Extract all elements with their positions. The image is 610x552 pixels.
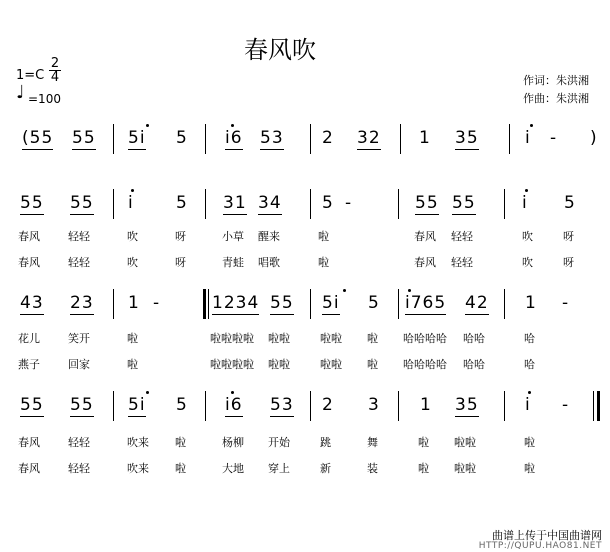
lyric: 呀	[175, 256, 186, 269]
note-group: 55	[270, 293, 294, 313]
bar-line	[208, 289, 209, 319]
lyric: 哈	[524, 332, 535, 345]
lyric: 啦啦	[268, 332, 290, 345]
bar-line	[504, 289, 505, 319]
lyric: 吹来	[127, 436, 149, 449]
lyric: 大地	[222, 462, 244, 475]
bar-line	[509, 124, 510, 154]
lyric: 啦	[524, 462, 535, 475]
bar-line	[205, 124, 206, 154]
note-group: 1	[419, 128, 431, 148]
note-group: 55	[20, 193, 44, 213]
note-group: 5i	[128, 395, 146, 415]
lyric: 花儿	[18, 332, 40, 345]
note-group: i6	[225, 128, 243, 148]
lyric: 穿上	[268, 462, 290, 475]
lyric-line-2	[0, 254, 610, 270]
lyric: 吹	[127, 230, 138, 243]
score-row-1	[0, 120, 610, 160]
note-group: i6	[225, 395, 243, 415]
lyric-line-6	[0, 460, 610, 476]
lyric: 小草	[222, 230, 244, 243]
bar-line	[113, 289, 114, 319]
note-group: (55	[22, 128, 54, 148]
note-group: 5	[176, 128, 188, 148]
lyric: 啦	[367, 332, 378, 345]
lyric-line-5	[0, 434, 610, 450]
bar-line	[113, 391, 114, 421]
lyric: 啦啦	[268, 358, 290, 371]
bar-line	[310, 189, 311, 219]
note-group: i	[522, 193, 528, 213]
lyric: 哈哈	[463, 332, 485, 345]
time-signature	[49, 57, 61, 84]
note-group: i	[128, 193, 134, 213]
lyric: 啦	[367, 358, 378, 371]
score-row-4	[0, 387, 610, 427]
high-octave-dot	[131, 189, 134, 192]
note-group: 1	[525, 293, 537, 313]
note-group: i765	[405, 293, 447, 313]
lyric: 回家	[68, 358, 90, 371]
note-group: 2	[322, 395, 334, 415]
note-group: 3	[368, 395, 380, 415]
lyric: 舞	[367, 436, 378, 449]
lyricist-credit: 作词：朱洪湘	[523, 74, 589, 87]
lyric: 啦啦啦啦	[210, 332, 254, 345]
lyric: 呀	[563, 230, 574, 243]
final-bar	[597, 391, 600, 421]
bar-line	[310, 124, 311, 154]
lyric: 啦	[175, 436, 186, 449]
lyric: 啦啦啦啦	[210, 358, 254, 371]
note-group: 53	[270, 395, 294, 415]
lyric: 春风	[18, 462, 40, 475]
lyric: 装	[367, 462, 378, 475]
note-group: 1	[128, 293, 140, 313]
note-group: )	[590, 128, 598, 148]
repeat-start-bar	[203, 289, 206, 319]
lyric: 开始	[268, 436, 290, 449]
lyric: 啦	[418, 436, 429, 449]
key-signature: 1=C	[16, 68, 45, 83]
lyric: 春风	[18, 256, 40, 269]
note-group: 5	[176, 395, 188, 415]
bar-line	[205, 189, 206, 219]
lyric: 青蛙	[222, 256, 244, 269]
song-title: 春风吹	[244, 36, 316, 64]
lyric-line-1	[0, 228, 610, 244]
quarter-note-icon: ♩	[16, 82, 25, 103]
bar-line	[398, 289, 399, 319]
bar-line	[504, 189, 505, 219]
lyric: 笑开	[68, 332, 90, 345]
note-group: -	[562, 293, 570, 313]
note-group: i	[525, 395, 531, 415]
lyric: 吹	[522, 230, 533, 243]
lyric: 跳	[320, 436, 331, 449]
note-group: -	[562, 395, 570, 415]
note-group: 43	[20, 293, 44, 313]
lyric: 春风	[18, 436, 40, 449]
watermark-site-name: 曲谱上传于中国曲谱网	[492, 529, 602, 542]
lyric: 哈哈哈哈	[403, 358, 447, 371]
lyric: 啦	[127, 358, 138, 371]
note-group: 55	[70, 395, 94, 415]
high-octave-dot	[231, 391, 234, 394]
high-octave-dot	[146, 391, 149, 394]
lyric: 轻轻	[68, 230, 90, 243]
note-group: 35	[455, 128, 479, 148]
note-group: 5i	[322, 293, 340, 313]
lyric: 啦	[418, 462, 429, 475]
bar-line	[310, 391, 311, 421]
lyric: 吹	[127, 256, 138, 269]
lyric: 轻轻	[451, 256, 473, 269]
bar-line	[398, 189, 399, 219]
lyric: 杨柳	[222, 436, 244, 449]
note-group: 31	[223, 193, 247, 213]
lyric: 轻轻	[68, 256, 90, 269]
lyric-line-4	[0, 356, 610, 372]
lyric: 春风	[414, 230, 436, 243]
watermark-url: HTTP://QUPU.HAO81.NET	[478, 541, 602, 551]
note-group: 55	[415, 193, 439, 213]
score-row-3	[0, 285, 610, 325]
lyric: 啦	[318, 230, 329, 243]
bar-line	[400, 124, 401, 154]
high-octave-dot	[343, 289, 346, 292]
bar-line	[310, 289, 311, 319]
note-group: -	[550, 128, 558, 148]
time-signature-top: 2	[50, 56, 60, 71]
bar-line	[504, 391, 505, 421]
note-group: 1234	[212, 293, 260, 313]
lyric: 春风	[18, 230, 40, 243]
note-group: 53	[260, 128, 284, 148]
score-row-2	[0, 185, 610, 225]
lyric: 啦啦	[320, 332, 342, 345]
note-group: 35	[455, 395, 479, 415]
note-group: 55	[72, 128, 96, 148]
note-group: -	[345, 193, 353, 213]
lyric: 轻轻	[68, 436, 90, 449]
note-group: 42	[465, 293, 489, 313]
lyric: 啦	[127, 332, 138, 345]
note-group: i	[525, 128, 531, 148]
lyric: 吹	[522, 256, 533, 269]
note-group: 5i	[128, 128, 146, 148]
note-group: 5	[322, 193, 334, 213]
high-octave-dot	[530, 124, 533, 127]
high-octave-dot	[525, 189, 528, 192]
lyric: 唱歌	[258, 256, 280, 269]
composer-credit: 作曲：朱洪湘	[523, 92, 589, 105]
lyric: 啦	[524, 436, 535, 449]
lyric: 醒来	[258, 230, 280, 243]
lyric: 哈哈	[463, 358, 485, 371]
lyric: 哈	[524, 358, 535, 371]
lyric: 啦啦	[454, 436, 476, 449]
high-octave-dot	[146, 124, 149, 127]
note-group: 5	[368, 293, 380, 313]
time-signature-bottom: 4	[50, 70, 60, 85]
lyric: 春风	[414, 256, 436, 269]
high-octave-dot	[408, 289, 411, 292]
lyric: 啦	[318, 256, 329, 269]
note-group: 1	[420, 395, 432, 415]
bar-line	[113, 189, 114, 219]
bar-line	[113, 124, 114, 154]
note-group: 2	[322, 128, 334, 148]
lyric: 燕子	[18, 358, 40, 371]
tempo-marking: =100	[28, 92, 61, 106]
bar-line	[593, 391, 594, 421]
note-group: 5	[564, 193, 576, 213]
lyric: 轻轻	[68, 462, 90, 475]
note-group: 32	[357, 128, 381, 148]
lyric: 呀	[563, 256, 574, 269]
bar-line	[398, 391, 399, 421]
note-group: 23	[70, 293, 94, 313]
lyric: 轻轻	[451, 230, 473, 243]
note-group: 55	[452, 193, 476, 213]
bar-line	[205, 391, 206, 421]
note-group: 5	[176, 193, 188, 213]
lyric: 啦	[175, 462, 186, 475]
note-group: -	[153, 293, 161, 313]
lyric: 啦啦	[320, 358, 342, 371]
lyric-line-3	[0, 330, 610, 346]
lyric: 哈哈哈哈	[403, 332, 447, 345]
high-octave-dot	[231, 124, 234, 127]
lyric: 吹来	[127, 462, 149, 475]
lyric: 啦啦	[454, 462, 476, 475]
note-group: 34	[258, 193, 282, 213]
lyric: 新	[320, 462, 331, 475]
note-group: 55	[20, 395, 44, 415]
note-group: 55	[70, 193, 94, 213]
lyric: 呀	[175, 230, 186, 243]
high-octave-dot	[528, 391, 531, 394]
